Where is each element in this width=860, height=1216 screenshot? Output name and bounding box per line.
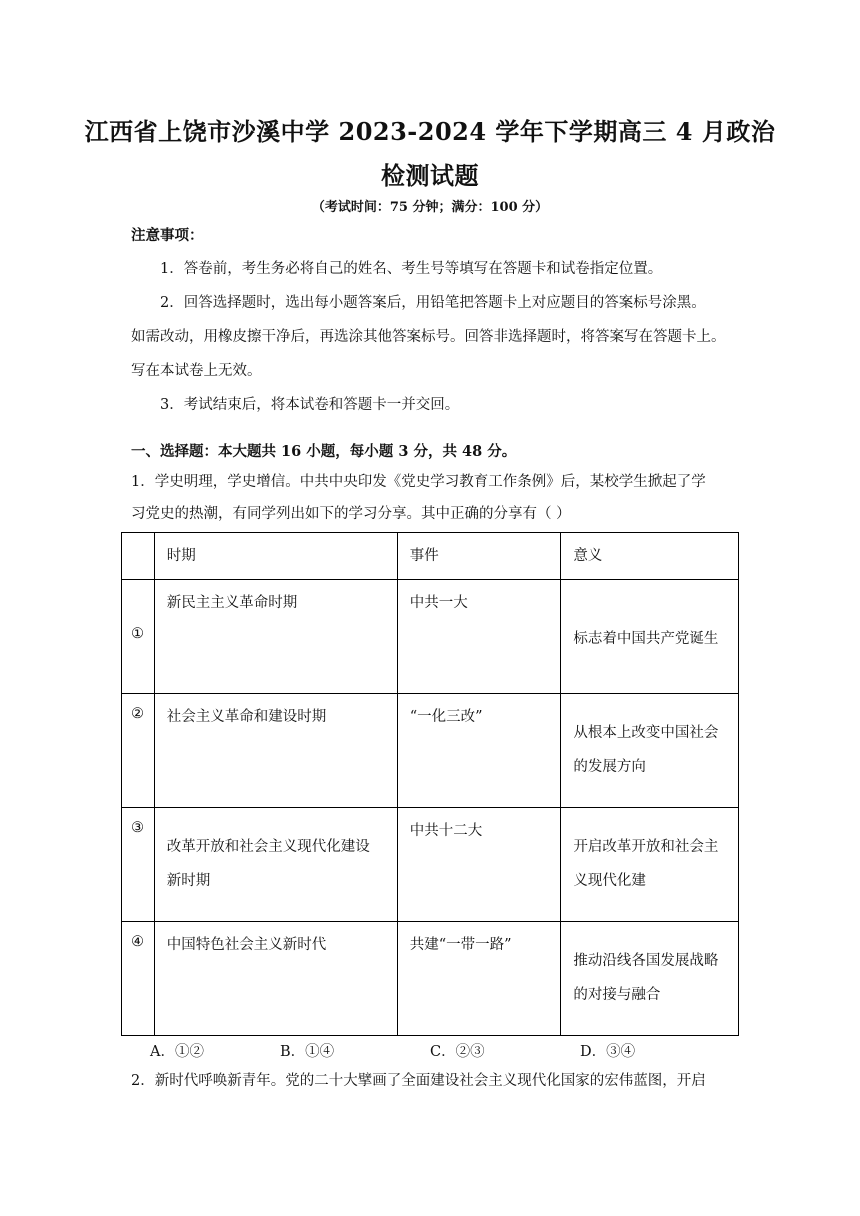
- option-d: D．③④: [580, 1044, 636, 1060]
- notes-heading: 注意事项：: [131, 227, 204, 244]
- table-row: [122, 808, 739, 922]
- note-item-2: 2．回答选择题时，选出每小题答案后，用铅笔把答题卡上对应题目的答案标号涂黑。: [160, 295, 706, 311]
- header-meaning: 意义: [573, 548, 603, 564]
- row-meaning-cont: 的发展方向: [573, 759, 646, 775]
- row-period: 社会主义革命和建设时期: [166, 709, 327, 725]
- row-event: 共建“一带一路”: [409, 937, 512, 953]
- row-meaning: 标志着中国共产党诞生: [573, 631, 719, 647]
- row-number: ④: [131, 934, 144, 950]
- row-period: 改革开放和社会主义现代化建设: [166, 839, 370, 855]
- row-period-cont: 新时期: [166, 873, 211, 889]
- row-number: ②: [131, 706, 144, 722]
- row-event: 中共一大: [409, 595, 468, 611]
- note-item-1: 1．答卷前，考生务必将自己的姓名、考生号等填写在答题卡和试卷指定位置。: [160, 261, 663, 277]
- note-item-3: 3．考试结束后，将本试卷和答题卡一并交回。: [160, 397, 460, 413]
- exam-info: （考试时间：75 分钟；满分：100 分）: [311, 200, 549, 215]
- header-period: 时期: [166, 548, 196, 564]
- question-1-stem-cont: 习党史的热潮，有同学列出如下的学习分享。其中正确的分享有（ ）: [131, 506, 571, 522]
- option-b: B．①④: [280, 1044, 335, 1060]
- row-period: 中国特色社会主义新时代: [166, 937, 327, 953]
- row-event: 中共十二大: [409, 823, 483, 839]
- option-c: C．②③: [430, 1044, 485, 1060]
- table-header-row: [122, 533, 739, 580]
- row-meaning: 从根本上改变中国社会: [573, 725, 719, 741]
- option-a: A．①②: [150, 1044, 204, 1060]
- history-table: [121, 532, 739, 1036]
- table-row: [122, 580, 739, 694]
- row-meaning-cont: 义现代化建: [573, 873, 646, 889]
- row-period: 新民主主义革命时期: [166, 595, 298, 611]
- document-title-line2: 检测试题: [381, 161, 479, 190]
- row-number: ①: [131, 626, 144, 642]
- section-heading: 一、选择题：本大题共 16 小题，每小题 3 分，共 48 分。: [131, 443, 517, 460]
- document-title-line1: 江西省上饶市沙溪中学 2023-2024 学年下学期高三 4 月政治: [84, 117, 776, 146]
- row-meaning: 推动沿线各国发展战略: [573, 953, 719, 969]
- table-row: [122, 694, 739, 808]
- note-item-2-cont: 如需改动，用橡皮擦干净后，再选涂其他答案标号。回答非选择题时，将答案写在答题卡上。: [131, 329, 726, 345]
- row-event: “一化三改”: [409, 709, 483, 725]
- note-item-2-cont2: 写在本试卷上无效。: [131, 363, 262, 379]
- row-meaning-cont: 的对接与融合: [573, 987, 661, 1003]
- row-number: ③: [131, 820, 144, 836]
- question-1-stem: 1．学史明理，学史增信。中共中央印发《党史学习教育工作条例》后，某校学生掀起了学: [131, 474, 706, 490]
- row-meaning: 开启改革开放和社会主: [573, 839, 719, 855]
- header-event: 事件: [409, 548, 439, 564]
- table-row: [122, 922, 739, 1036]
- question-2-stem: 2．新时代呼唤新青年。党的二十大擘画了全面建设社会主义现代化国家的宏伟蓝图，开启: [131, 1073, 706, 1089]
